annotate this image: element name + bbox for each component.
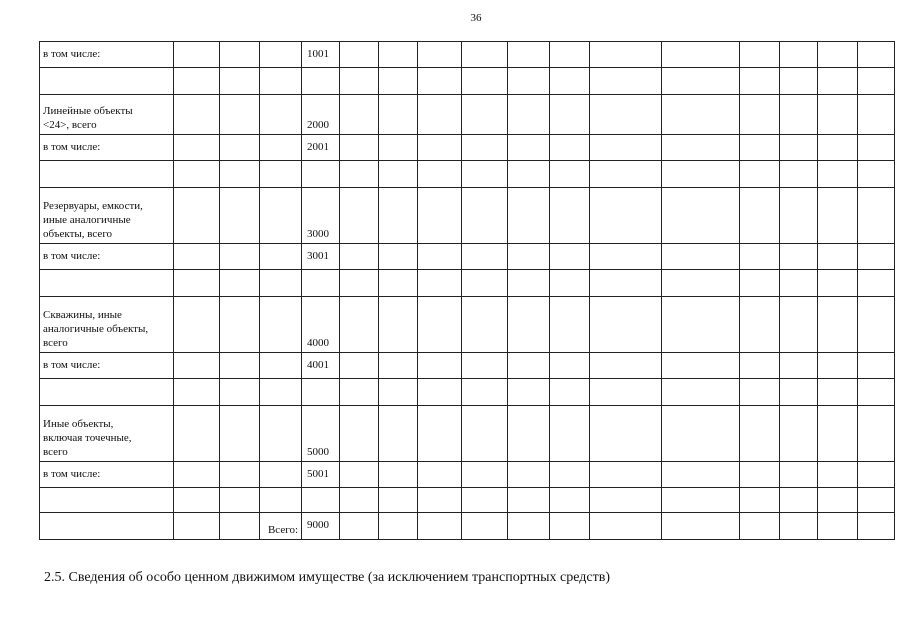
table-cell [740,353,780,379]
table-cell [662,353,740,379]
table-row [40,244,895,270]
row-label: в том числе: [40,42,174,68]
table-row [40,135,895,161]
table-cell [858,297,895,353]
table-cell [550,135,590,161]
table-cell [662,244,740,270]
row-code: 3000 [302,188,340,244]
table-cell [780,379,818,406]
table-cell [174,161,220,188]
table-cell [590,513,662,540]
table-cell [174,188,220,244]
table-cell [858,135,895,161]
table-cell [508,406,550,462]
row-code [302,379,340,406]
table-cell [818,270,858,297]
table-cell [818,297,858,353]
table-row [40,161,895,188]
table-cell [260,406,302,462]
table-cell [340,462,379,488]
table-cell [418,297,462,353]
row-label: в том числе: [40,135,174,161]
table-cell [818,42,858,68]
row-code: 2001 [302,135,340,161]
row-label [40,68,174,95]
table-cell [590,95,662,135]
table-cell [379,95,418,135]
table-cell [379,488,418,513]
table-cell [818,161,858,188]
table-cell [550,488,590,513]
table-cell [740,95,780,135]
table-row [40,42,895,68]
table-cell [780,161,818,188]
table-cell [260,161,302,188]
table-cell [340,42,379,68]
table-cell [379,513,418,540]
table-cell [780,297,818,353]
row-code: 3001 [302,244,340,270]
table-cell [740,135,780,161]
table-cell [550,188,590,244]
table-cell [590,353,662,379]
table-cell [780,488,818,513]
table-cell [662,379,740,406]
table-cell [508,68,550,95]
table-cell [780,95,818,135]
table-cell [740,462,780,488]
table-cell [508,513,550,540]
table-cell [418,513,462,540]
table-cell [740,42,780,68]
table-cell [740,68,780,95]
table-cell [220,188,260,244]
table-cell [418,406,462,462]
table-cell [818,353,858,379]
table-cell [508,135,550,161]
table-cell [590,68,662,95]
table-cell [174,297,220,353]
table-cell [590,42,662,68]
table-cell [418,188,462,244]
row-label: Иные объекты, включая точечные, всего [40,406,174,462]
table-cell [260,68,302,95]
table-cell [780,462,818,488]
table-cell [508,188,550,244]
table-cell [174,68,220,95]
table-cell [508,270,550,297]
table-cell [662,270,740,297]
table-cell [220,42,260,68]
table-cell [508,95,550,135]
table-cell [858,488,895,513]
table-cell [379,42,418,68]
table-cell [550,353,590,379]
table-cell [174,353,220,379]
table-cell [780,353,818,379]
table-cell [818,462,858,488]
table-cell [550,42,590,68]
table-cell [418,270,462,297]
row-label: в том числе: [40,353,174,379]
table-cell [220,406,260,462]
table-cell [260,244,302,270]
table-cell [340,513,379,540]
table-cell [340,488,379,513]
table-cell [508,42,550,68]
table-cell [662,135,740,161]
row-label [40,270,174,297]
table-cell [220,297,260,353]
table-cell [418,135,462,161]
row-code: 4001 [302,353,340,379]
table-cell [418,42,462,68]
table-row [40,513,895,540]
table-cell [590,462,662,488]
table-cell [550,161,590,188]
row-code [302,68,340,95]
table-cell [462,462,508,488]
table-cell [220,513,260,540]
table-cell [780,68,818,95]
table-cell [590,406,662,462]
table-cell [220,353,260,379]
table-cell [462,42,508,68]
table-cell [858,513,895,540]
row-code: 1001 [302,42,340,68]
row-label: в том числе: [40,244,174,270]
table-row [40,297,895,353]
row-code: 2000 [302,95,340,135]
table-cell [379,161,418,188]
table-cell [174,42,220,68]
table-cell [418,244,462,270]
table-cell [340,297,379,353]
table-cell [740,488,780,513]
table-cell [174,513,220,540]
table-cell [662,513,740,540]
table-cell [220,161,260,188]
table-cell [220,95,260,135]
table-cell [260,297,302,353]
table-cell [462,95,508,135]
table-cell [174,462,220,488]
table-cell [590,488,662,513]
table-cell [550,95,590,135]
table-cell [260,353,302,379]
table-cell [220,135,260,161]
table-cell [550,270,590,297]
table-row [40,95,895,135]
table-cell [508,244,550,270]
table-cell [220,462,260,488]
table-cell [590,244,662,270]
table-cell [740,513,780,540]
table-cell [858,68,895,95]
table-cell [174,406,220,462]
table-cell [780,244,818,270]
table-cell [260,42,302,68]
table-cell [818,68,858,95]
table-cell [379,188,418,244]
table-cell [462,353,508,379]
page-number: 36 [470,12,482,24]
table-cell [340,379,379,406]
table-cell [818,244,858,270]
table-cell [462,297,508,353]
table-cell [508,297,550,353]
table-cell [379,462,418,488]
table-cell [260,270,302,297]
table-cell [858,188,895,244]
table-cell [740,297,780,353]
table-cell [550,68,590,95]
table-cell [174,270,220,297]
table-cell [260,488,302,513]
table-cell [340,135,379,161]
table-cell [379,244,418,270]
table-cell [780,406,818,462]
table-cell [379,406,418,462]
table-cell [662,68,740,95]
table-cell [818,379,858,406]
table-cell [418,379,462,406]
table-cell [462,406,508,462]
table-cell [379,135,418,161]
table-cell [340,244,379,270]
table-cell [550,297,590,353]
property-table [39,41,895,540]
row-label: Линейные объекты <24>, всего [40,95,174,135]
table-cell [818,135,858,161]
table-cell [858,379,895,406]
table-cell [462,188,508,244]
table-cell [662,488,740,513]
table-cell [780,135,818,161]
row-code: 9000 [302,513,340,540]
table-cell [379,353,418,379]
table-cell [662,297,740,353]
table-cell [462,161,508,188]
table-cell [858,95,895,135]
row-code: 5000 [302,406,340,462]
table-cell [662,95,740,135]
table-cell [590,188,662,244]
table-cell [740,406,780,462]
table-cell [340,353,379,379]
table-row [40,270,895,297]
table-cell [818,488,858,513]
row-label [40,379,174,406]
table-cell [740,244,780,270]
table-cell [662,42,740,68]
table-cell [260,135,302,161]
table-cell [508,462,550,488]
table-cell [260,462,302,488]
table-cell [780,270,818,297]
section-caption: 2.5. Сведения об особо ценном движимом имуществе (за исключением транспортных средств) [44,570,611,585]
table-cell [260,379,302,406]
table-cell [462,135,508,161]
table-cell [462,68,508,95]
table-cell [590,135,662,161]
table-cell [462,513,508,540]
row-code [302,488,340,513]
table-cell [418,95,462,135]
table-cell [508,161,550,188]
table-row [40,353,895,379]
table-row [40,406,895,462]
table-cell [550,406,590,462]
table-cell [662,161,740,188]
table-cell [662,188,740,244]
table-cell [858,462,895,488]
table-row [40,68,895,95]
table-cell [858,353,895,379]
table-cell [462,270,508,297]
table-cell [662,462,740,488]
table-cell [780,42,818,68]
table-cell [462,379,508,406]
table-cell [818,513,858,540]
row-code: 5001 [302,462,340,488]
table-cell [858,406,895,462]
table-cell [508,353,550,379]
table-cell [174,488,220,513]
table-cell [340,161,379,188]
table-cell [818,95,858,135]
table-row [40,379,895,406]
table-cell [418,161,462,188]
row-label: Скважины, иные аналогичные объекты, всего [40,297,174,353]
table-cell [418,353,462,379]
table-cell [590,379,662,406]
table-cell [418,68,462,95]
row-label [40,161,174,188]
table-cell [379,270,418,297]
table-cell [590,161,662,188]
table-cell [340,68,379,95]
table-cell [340,188,379,244]
table-cell [858,270,895,297]
table-cell [462,244,508,270]
table-cell [550,244,590,270]
table-cell [220,68,260,95]
table-cell [780,513,818,540]
row-label [40,488,174,513]
table-cell [379,297,418,353]
table-cell [260,95,302,135]
table-cell [418,488,462,513]
table-cell [260,188,302,244]
table-cell [740,188,780,244]
table-cell [858,244,895,270]
table-cell [818,406,858,462]
table-cell [858,42,895,68]
table-cell [462,488,508,513]
table-cell [340,406,379,462]
table-cell [740,270,780,297]
table-row [40,188,895,244]
table-cell [379,68,418,95]
table-cell [662,406,740,462]
table-cell [418,462,462,488]
table-cell [818,188,858,244]
table-cell [220,270,260,297]
total-label: Всего: [260,513,302,540]
table-cell [340,95,379,135]
table-cell [174,244,220,270]
table-cell [220,488,260,513]
table-cell [220,244,260,270]
table-cell [858,161,895,188]
row-code: 4000 [302,297,340,353]
table-cell [740,161,780,188]
table-cell [379,379,418,406]
table-cell [174,379,220,406]
table-row [40,488,895,513]
table-cell [550,462,590,488]
table-cell [550,513,590,540]
row-label: Резервуары, емкости, иные аналогичные объекты, всего [40,188,174,244]
row-code [302,270,340,297]
table-cell [780,188,818,244]
row-code [302,161,340,188]
table-cell [174,135,220,161]
table-cell [340,270,379,297]
table-cell [550,379,590,406]
row-label: в том числе: [40,462,174,488]
table-cell [174,95,220,135]
table-row [40,462,895,488]
table-cell [508,488,550,513]
table-cell [590,297,662,353]
table-cell [590,270,662,297]
table-cell [740,379,780,406]
row-label [40,513,174,540]
table-cell [508,379,550,406]
table-cell [220,379,260,406]
